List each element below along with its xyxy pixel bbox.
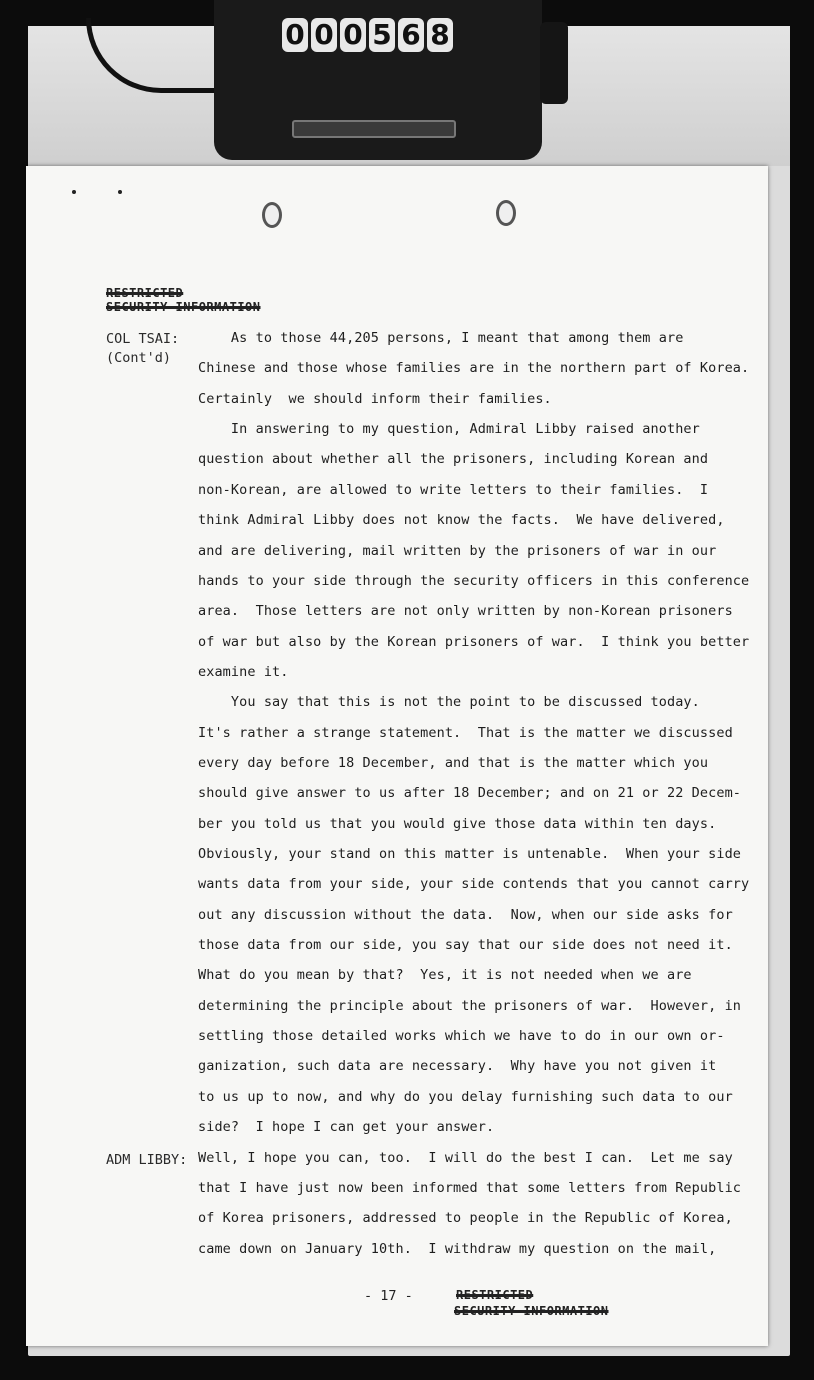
transcript-line: area. Those letters are not only written by non-Korean prisoners (198, 603, 733, 620)
transcript-line: Obviously, your stand on this matter is untenable. When your side (198, 846, 742, 862)
transcript-line: side? I hope I can get your answer. (198, 1119, 495, 1136)
counter-digit: 5 (369, 18, 395, 52)
counter-slot (292, 120, 456, 138)
counter-digit: 0 (311, 18, 337, 52)
classification-stamp-top: RESTRICTED (106, 286, 184, 300)
classification-stamp-bottom: SECURITY INFORMATION (106, 300, 261, 314)
transcript-line: You say that this is not the point to be discussed today. (198, 694, 700, 711)
transcript-line: that I have just now been informed that some letters from Republic (198, 1179, 742, 1196)
speaker-label: ADM LIBBY: (106, 1152, 188, 1168)
page-number: - 17 - (364, 1288, 413, 1304)
transcript-line: of war but also by the Korean prisoners of war. I think you better (198, 633, 750, 650)
transcript-line: question about whether all the prisoners, including Korean and (198, 451, 709, 468)
counter-digit: 8 (427, 18, 453, 52)
transcript-line: those data from our side, you say that our side does not need it. (198, 937, 733, 953)
transcript-line: of Korea prisoners, addressed to people in the Republic of Korea, (198, 1210, 733, 1227)
speck (72, 190, 76, 194)
transcript-line: out any discussion without the data. Now, when our side asks for (198, 906, 733, 923)
transcript-line: and are delivering, mail written by the prisoners of war in our (198, 542, 717, 559)
transcript-line: hands to your side through the security officers in this conference (198, 572, 750, 589)
transcript-line: determining the principle about the prisoners of war. However, in (198, 997, 742, 1014)
counter-digit: 0 (340, 18, 366, 52)
transcript-line: Chinese and those whose families are in the northern part of Korea. (198, 360, 750, 377)
transcript-line: every day before 18 December, and that is the matter which you (198, 754, 709, 771)
transcript-line: It's rather a strange statement. That is the matter we discussed (198, 724, 733, 741)
transcript-line: to us up to now, and why do you delay furnishing such data to our (198, 1088, 733, 1105)
transcript-line: came down on January 10th. I withdraw my question on the mail, (198, 1240, 717, 1257)
speck (118, 190, 122, 194)
transcript-line: What do you mean by that? Yes, it is not needed when we are (198, 967, 692, 984)
transcript-line: ber you told us that you would give those data within ten days. (198, 815, 717, 832)
transcript-line: In answering to my question, Admiral Libby raised another (198, 421, 700, 438)
transcript-line: think Admiral Libby does not know the facts. We have delivered, (198, 512, 725, 529)
transcript-line: Well, I hope you can, too. I will do the best I can. Let me say (198, 1149, 733, 1166)
transcript-line: Certainly we should inform their families. (198, 390, 552, 407)
transcript-line: settling those detailed works which we have to do in our own or- (198, 1028, 725, 1045)
classification-stamp-footer-top: RESTRICTED (456, 1288, 534, 1302)
transcript-line: examine it. (198, 663, 289, 680)
counter-digit: 6 (398, 18, 424, 52)
counter-knob (540, 22, 568, 104)
transcript-line: should give answer to us after 18 December; and on 21 or 22 Decem- (198, 785, 742, 802)
document-page (26, 166, 768, 1346)
transcript-line: wants data from your side, your side contends that you cannot carry (198, 876, 750, 893)
frame-counter (282, 18, 453, 54)
transcript-line: As to those 44,205 persons, I meant that among them are (198, 330, 684, 346)
transcript-line: ganization, such data are necessary. Why have you not given it (198, 1058, 717, 1075)
punch-hole (496, 200, 516, 226)
punch-hole (262, 202, 282, 228)
classification-stamp-footer-bottom: SECURITY INFORMATION (454, 1304, 609, 1318)
counter-digit: 0 (282, 18, 308, 52)
transcript-line: non-Korean, are allowed to write letters to their families. I (198, 481, 709, 498)
speaker-label: COL TSAI: (Cont'd) (106, 331, 180, 366)
